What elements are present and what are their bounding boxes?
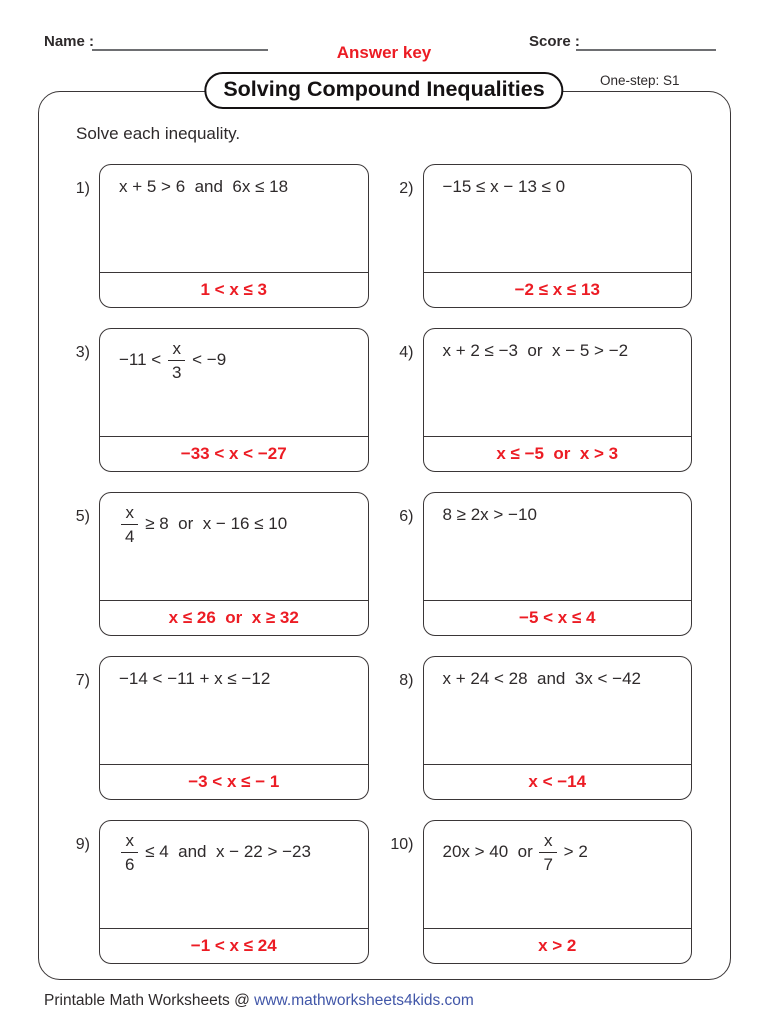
problem [59,656,369,800]
footer-text: Printable Math Worksheets @ [44,992,255,1009]
problem-number: 7) [75,672,90,689]
problem-expression [100,329,368,436]
expression-text: x + 24 < 28 and 3x < −42 [442,669,641,688]
problem-box [99,820,369,964]
problem-box [423,492,693,636]
problem-expression [424,329,692,436]
problem [59,164,369,308]
problem [383,656,693,800]
problem-expression [424,821,692,928]
fraction-denominator: 6 [121,852,138,873]
problem-expression [100,657,368,764]
problem [383,492,693,636]
problem-box [423,328,693,472]
problem-box [99,492,369,636]
problem-expression [100,165,368,272]
name-label: Name : [44,33,95,50]
problem-answer: x ≤ −5 or x > 3 [424,436,692,471]
problem-answer: x > 2 [424,928,692,963]
problem-answer: 1 < x ≤ 3 [100,272,368,307]
problem-answer: −3 < x ≤ − 1 [100,764,368,799]
score-label: Score : [529,33,580,50]
problem-box [99,164,369,308]
title-pill [204,72,563,109]
expression-text: > 2 [558,841,588,861]
problem-answer: −1 < x ≤ 24 [100,928,368,963]
footer-link[interactable]: www.mathworksheets4kids.com [254,992,474,1009]
problem [383,820,693,964]
problem-answer: −33 < x < −27 [100,436,368,471]
instruction-text: Solve each inequality. [76,124,241,143]
expression-text: 8 ≥ 2x > −10 [442,505,537,524]
expression-text: −15 ≤ x − 13 ≤ 0 [442,177,566,196]
fraction-denominator: 7 [539,852,556,873]
problem-box [423,820,693,964]
problem-number: 1) [75,180,90,197]
problem-expression [100,821,368,928]
problem-answer: x ≤ 26 or x ≥ 32 [100,600,368,635]
problem-box [423,164,693,308]
problem-expression [424,165,692,272]
expression-text: −14 < −11 + x ≤ −12 [119,669,271,688]
fraction-numerator: x [125,831,134,850]
page-title: Solving Compound Inequalities [223,77,545,101]
score-blank-line [576,34,716,51]
problem-answer: −5 < x ≤ 4 [424,600,692,635]
expression-text: ≥ 8 or x − 16 ≤ 10 [140,513,288,533]
problem-number: 3) [75,344,90,361]
expression-text: x + 2 ≤ −3 or x − 5 > −2 [442,341,629,360]
expression-text: < −9 [187,349,227,369]
problem-number: 4) [399,344,414,361]
fraction-denominator: 3 [168,360,185,381]
problem-number: 6) [399,508,414,525]
problem-expression [100,493,368,600]
answer-key-label: Answer key [336,43,432,62]
fraction [168,340,185,381]
fraction-numerator: x [172,339,181,358]
fraction [121,504,138,545]
problem-box [99,656,369,800]
problem [383,164,693,308]
problem-number: 2) [399,180,414,197]
expression-text: 20x > 40 or [442,841,538,861]
problem [59,820,369,964]
worksheet-level-label: One-step: S1 [600,73,680,88]
problem-number: 9) [75,836,90,853]
problem-number: 5) [75,508,90,525]
expression-text: x + 5 > 6 and 6x ≤ 18 [119,177,289,196]
problem [59,328,369,472]
problem-answer: −2 ≤ x ≤ 13 [424,272,692,307]
problem [59,492,369,636]
fraction [121,832,138,873]
fraction-numerator: x [543,831,553,850]
problem-number: 10) [390,836,414,853]
fraction-denominator: 4 [121,524,138,545]
problems-grid [59,164,692,964]
problem [383,328,693,472]
worksheet-frame [38,91,731,980]
problem-box [423,656,693,800]
footer [44,992,474,1010]
problem-number: 8) [399,672,414,689]
fraction-numerator: x [125,503,134,522]
problem-expression [424,493,692,600]
problem-answer: x < −14 [424,764,692,799]
expression-text: −11 < [119,349,166,369]
expression-text: ≤ 4 and x − 22 > −23 [140,841,311,861]
fraction [539,832,556,873]
problem-box [99,328,369,472]
problem-expression [424,657,692,764]
